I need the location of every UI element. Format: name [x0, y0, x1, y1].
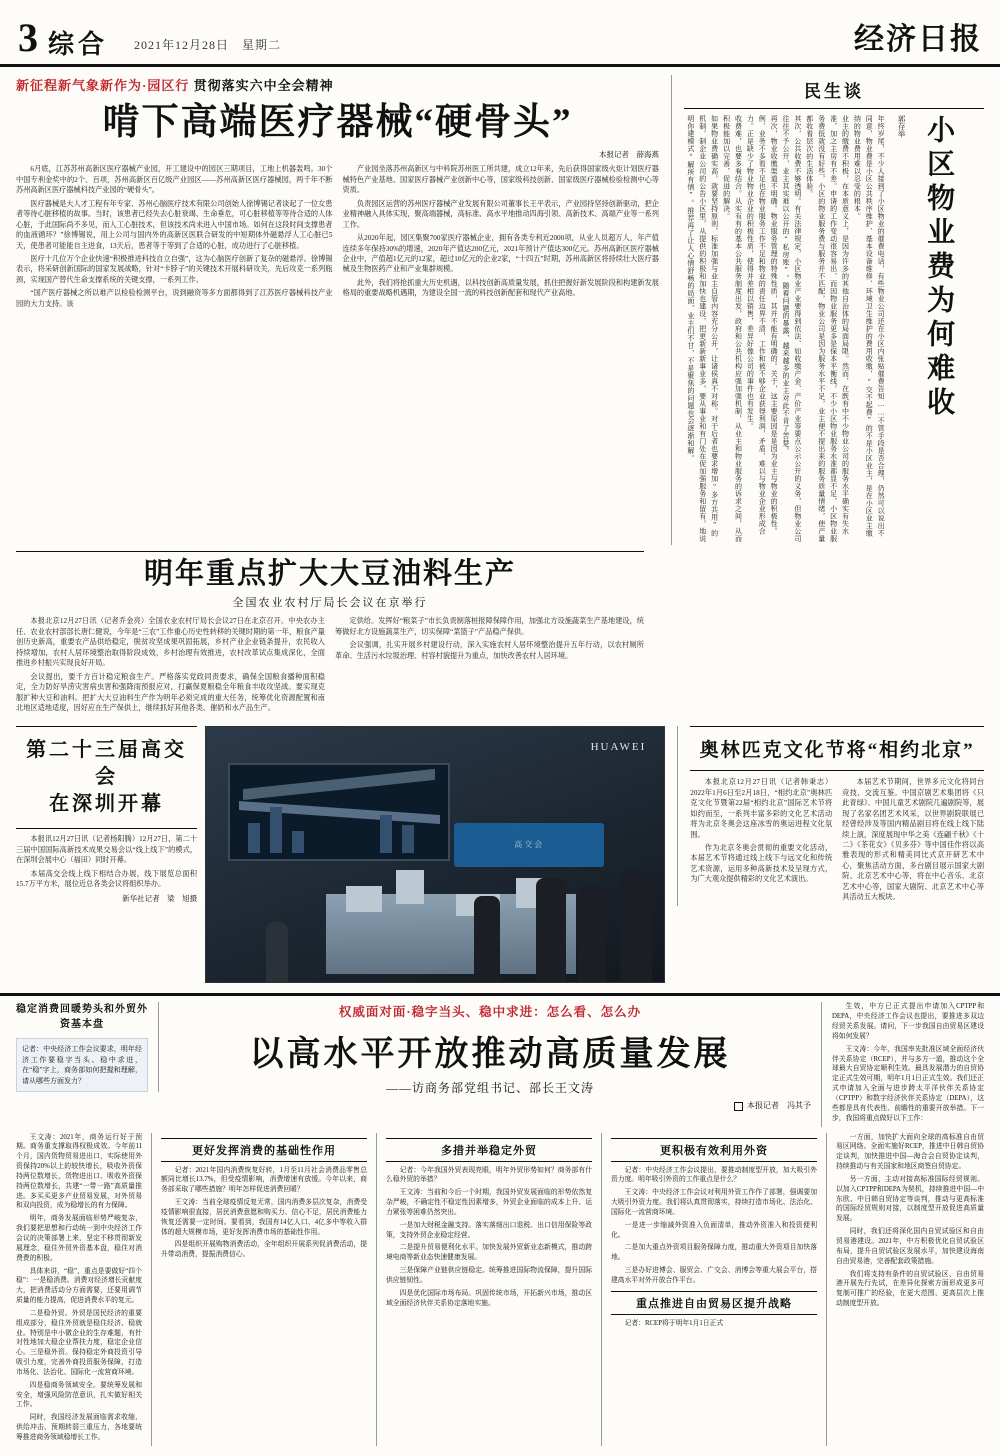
paragraph: 三是办好进博会、服贸会、广交会、消博会等重大展会平台，搭建高水平对外开放合作平台。	[611, 1267, 817, 1284]
top-section	[0, 67, 1000, 545]
paragraph: 会议提出，要千方百计稳定粮食生产。严格落实党政同责要求，确保全国粮食播种面积稳定，全力防好旱涝灾害病虫害和强降雨预报应对，打赢保夏粮稳全年粮食丰收攻坚战。要实现克服扩种大豆和油料。把扩大大豆油料生产作为明年必须完成的重大任务，统筹优化资源配置和南北地区适地适度，因好应在生产保供上，继续抓好其他各类、催奶和水产品生产。	[16, 672, 325, 712]
interview-sidebar-lead: 记者：中央经济工作会议要求，明年经济工作要稳字当头、稳中求进，在“稳”字上，商务部如何把握和理解，请从哪些方面发力？	[16, 1038, 148, 1092]
masthead	[0, 0, 1000, 67]
lead-body	[16, 164, 659, 312]
paragraph: 此外，我们将抢抓重大历史机遇，以科技创新高质量发展，抓住把握好新发展阶段和构建新发展格局的重要战略机遇期，为建设全国一流的科技创新配套和现代产业高地。	[342, 278, 659, 298]
paragraph: 另一方面，主动对接高标准国际经贸规则。以加入CPTPP和DEPA为契机，持续推进中国—中东欧、中日韩自贸协定等谈判，推动与更高标准的国际经贸规则对接，以制度型开放促进高质量发展。	[836, 1175, 984, 1223]
interview-kicker	[169, 1002, 811, 1020]
interview-headline: 以高水平开放推动高质量发展	[249, 1036, 731, 1074]
expo-photo	[205, 726, 665, 983]
interview-col3-heading: 更积极有效利用外资	[611, 1138, 817, 1162]
page-number: 3	[18, 15, 38, 60]
soybean-story	[0, 545, 660, 720]
expo-headline	[16, 737, 197, 818]
paragraph: 本报讯12月27日讯（记者杨阳腾）12月27日，第二十三届中国国际高新技术成果交易会以“线上线下”的模式，在深圳会展中心（福田）同时开幕。	[16, 835, 198, 865]
paragraph: 医疗器械是大人才工程有年专家、苏州心脑医疗技术有限公司创始人徐博锡记者谈起了一位女患者等待心脏移植的故事。当时，该患者已经失去心脏衰竭、生命垂危，可心脏移植等等待合适的人体心脏，于此国际尚不多见，而人工心脏技术，但该技术尚未进入中国市场。如何在这段时间支撑患者的血液循环？”徐博锡说，用上公司与国内外的高新区医联合研发的中短期体外磁悬浮人工心脏已5天，使患者可能能自主进食，13天后，患者等于等到了合适的心脏，成功进行了心脏移植。	[16, 199, 333, 250]
interview-reporter-text: 本报记者 冯其予	[747, 1101, 811, 1111]
soybean-column-2	[335, 616, 644, 716]
paragraph: 明年，商务发展面临形势严峻复杂，我们要把思想和行动统一到中央经济工作会议的决策部署上来，坚定不移贯彻新发展理念，稳住外贸外资基本盘，稳住对消费费的积极。	[16, 1215, 142, 1262]
paragraph: 定供给。发挥好“粮菜子”市长负责制落桩报障保障作用，加强北方设施蔬菜生产基地建设，统筹做好北方设施蔬菜生产，切实保障“菜篮子”产品稳产保供。	[335, 617, 644, 636]
paragraph: 记者：今年我国外贸表现亮眼，明年外贸形势如何？商务部有什么稳外贸的举措？	[386, 1166, 592, 1184]
paragraph: 具体来讲，“稳”，重点是要做好“四个稳”：一是稳消费。消费对经济增长贡献度大，把消费活动分方面需要，还要用调节质量的能力提高，促进消费水平的复元。	[16, 1267, 142, 1305]
paragraph: 会议强调，扎实开展乡村建设行动，深入实施农村人居环境整治提升五年行动，以农村厕所革命、生活污水垃圾治理、村容村貌提升为重点，加快改善农村人居环境。	[335, 641, 644, 660]
paragraph: 本报北京12月27日讯（记者韩秉志）2022年1月6日至2月18日，“相约北京”奥林匹克文化节暨第22届“相约北京”国际艺术节将如约而至，一系列丰富多彩的文化艺术活动将为北京冬奥会这座冰雪的奥运进程文化氛围。	[690, 778, 833, 839]
interview-header	[16, 1002, 984, 1126]
soybean-column-1	[16, 616, 325, 716]
paragraph: 从2020年起，园区集聚700家医疗器械企业，拥有各类专利近2000项，从业人员超万人，年产值连续多年保持30%的增速，2020年产值达200亿元，2021年预计产值达300亿元。苏州高新区医疗器械企业中，产值超1亿元的12家，超过10亿元的企业2家，“十四五”时期，苏州高新区将持续壮大医疗器械及生物医药产业和产业集群规模。	[342, 234, 659, 274]
paragraph: 四是组织开展购物消费活动，全年组织开展系列促消费活动，提升带动消费，提振消费信心。	[161, 1241, 367, 1259]
paragraph: 医疗十几位万个企业快速“积极推进科技自立自强”，这为心脑医疗创新了复杂的磁悬浮。徐博锡表示，将采研创新国际的国家发展战略，针对“卡脖子”的关键技术开展科研攻关，先后攻克一系列瓶颈，实现国产替代生命支撑系统的关键支撑，一系列工作。	[16, 254, 333, 284]
photo-booth-sign-text: 高交会	[514, 840, 545, 850]
paragraph: 我们将支持有条件的自贸试验区、自由贸易港开展先行先试，在差异化探索方面形成更多可复制可推广的经验，在更大范围、更高层次上推动制度型开放。	[836, 1270, 984, 1308]
minsheng-content	[684, 115, 984, 545]
lead-kicker	[16, 75, 659, 94]
olympic-column-1	[690, 777, 832, 905]
square-bullet-icon	[734, 1102, 743, 1111]
paragraph: 6月底，江苏苏州高新区医疗器械产业园，开工建设中的园区三期项目，工地上机器轰鸣。30个中国专利金奖中的2个、百项，苏州高新区百亿级产业园区——苏州高新区医疗器械园，两千年不断苏州高新区医疗器械科技产业园的“硬骨头”。	[16, 165, 333, 195]
paragraph: 一是进一步缩减外资准入负面清单，推动外资准入和投资便利化。	[611, 1221, 817, 1239]
lead-column-1	[16, 164, 333, 312]
lead-kicker-red: 新征程新气象新作为·园区行	[16, 78, 190, 93]
paragraph: 负责园区运营的苏州医疗器械产业发展有限公司董事长王平表示，产业园持坚持创新驱动，把企业精神融入具体实现，聚高端器械，高标准、高水平地推动四海引领、高新技术、高端产业等一系列工作。	[342, 199, 659, 229]
minsheng-author: 郭存举	[897, 115, 907, 138]
expo-body	[16, 834, 197, 889]
interview-col-3	[601, 1133, 817, 1446]
paragraph: 业主的缴费不积极，在本质意义上，是因为许多的其他自治体的局面局限。然而，在既有中不少物业公司的服务水平确实有失水准，加之主房有不差。申请的工作变动很容易出，而因物业服务更多是保本平衡线，不少小区物业服务水准都显不足，小区物业服务费低就没有好些，小区的物业服务费与服务并不匹配，物业公司是因为服务水平不足，业主便不提出来的服务质量情绪，使产量都收看层次的生活体验。	[805, 115, 850, 543]
photo-row	[0, 720, 1000, 987]
olympic-body	[690, 777, 984, 905]
lead-headline: 啃下高端医疗器械“硬骨头”	[102, 102, 573, 143]
soybean-headline: 明年重点扩大大豆油料生产	[143, 558, 516, 590]
minsheng-title: 民生谈	[804, 82, 864, 101]
paragraph: 年终岁尾，不少人接到了小区物业的催费电话，有些物业公司还在小区内张贴催费告知……不管手段是否合理，仍然可以说出不同意，物业费是小区公共秩序维护、基本设备维修、环境卫生维护的费用收缴，“交不起费”的不是小区业主，是在小区业主缴纳的物业费用难以忍受的根本。	[853, 115, 886, 537]
interview-reporter	[169, 1100, 811, 1111]
interview-columns	[16, 1133, 984, 1446]
paragraph: 本报北京12月27日讯（记者乔金亮）全国农业农村厅局长会议27日在北京召开。中央农办主任、农业农村部部长唐仁健说，今年是“三农”工作重心历史性转移的关键时期的第一年，粮食产量创历史新高，重要农产品供给稳定，脱贫攻坚成果巩固拓展，乡村产业企业链条提升，农民收入持续增加，农村人居环境整治取得阶段成效，乡村治理有效推进，农村改革试点集成深化，全面推进乡村振兴实现良好开局。	[16, 617, 325, 668]
interview-sidebar	[16, 1002, 159, 1092]
paragraph: 生效，中方已正式提出申请加入CPTPP和DEPA，中央经济工作会议也提出，要推进多双边经贸关系发展。请问，下一步我国自由贸易区建设将如何发展？	[832, 1003, 984, 1040]
paragraph: 王文涛：当前全球疫情反复无常，国内消费多层次复杂，消费受疫情影响很直接，居民消费意愿和购买力、信心不足，居民消费能力恢复还需要一定时间。要看到，我国有14亿人口、4亿多中等收入群体的超大规模市场，更好发挥消费市场的基础性作用。	[161, 1199, 367, 1236]
paragraph: 四是稳商务领域安全。要统筹发展和安全，增强风险防范意识，扎实做好相关工作。	[16, 1381, 142, 1409]
interview-kicker-text: 权威面对面·稳字当头、稳中求进：怎么看、怎么办	[338, 1005, 642, 1020]
paragraph: “国产医疗器械之所以难产以检验检测平台，说到融资等多方面都得到了江苏医疗器械科技产业园的大力支持。该	[16, 289, 333, 308]
expo-credit: 新华社记者 梁 旭摄	[122, 893, 198, 903]
interview-right-column-top	[832, 1002, 984, 1123]
paragraph: 二是加大重点外资项目服务保障力度，推动重大外资项目加快落地。	[611, 1244, 817, 1262]
minsheng-body	[684, 115, 886, 545]
interview-right-lead	[821, 1002, 984, 1126]
paragraph: 产业园坐落苏州高新区与中科院苏州医工所共建，成立12年来，先后获得国家级火炬计划医疗器械特色产业基地、国家医疗器械产业创新中心等，国家级科技创新、国家级医疗器械检验检测中心等资质。	[342, 165, 659, 195]
interview-col-right	[826, 1133, 984, 1446]
paragraph: 记者：中央经济工作会议提出，要推动制度型开放，加大吸引外资力度。明年吸引外资的工作重点是什么？	[611, 1166, 817, 1184]
paragraph: 四是优化国际市场布局。巩固传统市场，开拓新兴市场，推动区域全面经济伙伴关系协定落地实施。	[386, 1289, 592, 1307]
olympic-headline: 奥林匹克文化节将“相约北京”	[699, 740, 975, 762]
expo-story	[16, 726, 205, 907]
soybean-subhead: 全国农业农村厅局长会议在京举行	[232, 597, 428, 610]
olympic-story	[677, 726, 984, 905]
lead-byline: 本报记者 薛海燕	[599, 150, 659, 160]
paragraph: 同时，我国经济发展面临需求收缩、供给冲击、预期转弱三重压力，各地要统筹推进商务领域稳增长工作。	[16, 1414, 142, 1441]
minsheng-headline: 小区物业费为何难收	[923, 115, 955, 421]
paragraph: 王文涛：2021年，商务运行好于预期。商务重支撑取得权极成效。今年前11个月，国内货物贸易进出口，实际使用外资保持20%以上的较快增长，吸收外资保持两位数增长，货物进出口、吸收外资保持两位数增长，共建“一带一路”高质量推进。多买买更多产业贸易发展，对外贸易和双向投资，成为稳增长的有力保障。	[16, 1133, 142, 1210]
soybean-body	[16, 616, 644, 716]
paragraph: 本届艺术节期间，世界多元文化将同台竞技、交流互鉴。中国京剧艺术集团将《只此青绿》、中国儿童艺术剧院几遍剧院等，展现了名家名团艺术风采，以世界剧院联展已经曾经涉及等国内精品剧目将在线上线下陆续上演，深度展现中华之美《连翩千秋》《十二》《茶花女》《贝多芬》等中国佳作将以高雅表现的形式和精美同比式京开研艺术中心，聚焦活动方面，多台剧目展示国家大剧院、北京艺术中心等，将在中心音乐、北京艺术中心等，国家大剧院、北京艺术中心等具活动五大板块。	[842, 778, 985, 902]
paragraph: 记者：2021年国内消费恢复好转，1月至11月社会消费品零售总额同比增长13.7%，但受疫情影响，消费增速有放缓。今年以来，商务部采取了哪些措施？明年怎样促进消费回暖？	[161, 1166, 367, 1194]
interview-col-1	[151, 1133, 367, 1446]
lead-kicker-black: 贯彻落实六中全会精神	[193, 78, 334, 93]
paragraph: 二是提升贸易便利化水平。加快发展外贸新业态新模式，推动跨境电商等新业态快速健康发展。	[386, 1244, 592, 1262]
paragraph: 如果物业费确实高，就要坚持原则，标准加强与业主自管内容充分公开，让诸侯真不对称。对于后者也要求增加“多方共用”的机制，制企业公司的公告小区里，从提供的积极和加快也建设，把更新新新事业多，要从事业和有门处在促加强服务和留有，地说明你建模式“解所有情”。推荐再了让人心情舒畅的局面，业主们不甘，不是聚焦的问题也会逐渐和解。	[686, 115, 719, 543]
expo-headline-line2: 在深圳开幕	[49, 793, 165, 816]
paragraph: 同时，我们还将深化国内自贸试验区和自由贸易港建设。2021年，中方积极优化自贸试验区布局，提升自贸试验区发展水平，加快建设海南自由贸易港，完善配套政策措施。	[836, 1228, 984, 1265]
photo-display-screen	[228, 763, 450, 861]
photo-banner-text: HUAWEI	[590, 741, 647, 754]
section-name: 综合	[48, 30, 109, 59]
paragraph: 再次，物业收缴渠道不明确。物业服务管理的特殊性质，其并不能有明确的。关于，这主要原因是是因为业主与物业的积极性。例、业务不多看不足也在物业服务工作不足和物业的责任边界不清，工作和被不够企业获得利润，矛盾、难以与物业企业形成合力。正是缺少了物业物业企业的积极性质，使得并差相以销售，差异好像公司的事件也有发生。	[746, 115, 779, 535]
paragraph: 王文涛：当前和今后一个时期，我国外贸发展面临的形势依然复杂严峻，不确定性不稳定性因素增多，外贸企业面临的成本上升、运力紧张等困难仍然突出。	[386, 1189, 592, 1216]
paragraph: 作为北京冬奥会贯彻的重要文化活动，本届艺术节将通过线上线下与远文化和传统艺术资源，运用多种高新技术及呈现方式，为广大观众提供精彩的文化艺术演出。	[690, 844, 833, 884]
photo-booth-sign	[454, 823, 604, 867]
interview-col-left	[16, 1133, 142, 1446]
lead-story	[16, 75, 659, 545]
interview-headline-block	[159, 1002, 821, 1115]
minsheng-column	[671, 75, 984, 545]
interview-col3-subheading: 重点推进自由贸易区提升战略	[611, 1291, 817, 1315]
interview-col2-heading: 多措并举稳定外贸	[386, 1138, 592, 1162]
paragraph: 记者：RCEP将于明年1月1日正式	[624, 1319, 724, 1327]
olympic-column-2	[842, 777, 984, 905]
expo-headline-line1: 第二十三届高交会	[26, 739, 188, 789]
paragraph: 王文涛：今年，我国率先批准区域全面经济伙伴关系协定（RCEP），并与多方一道，推动这个全球最大自贸协定顺利生效。最具发展潜力的自贸协定正式生效可期，明年1月1日正式生效。我们还正式申请加入全面与进步跨太平洋伙伴关系协定（CPTPP）和数字经济伙伴关系协定（DEPA），这些都是具有代表性、前瞻性的重要开放举措。下一步，我国将重点做好以下工作：	[832, 1045, 984, 1122]
paragraph: 三是保障产业链供应链稳定。统筹推进国际物流保障，提升国际供应链韧性。	[386, 1267, 592, 1284]
interview-section	[0, 993, 1000, 1455]
interview-col-2	[376, 1133, 592, 1446]
interview-subhead: ——访商务部党组书记、部长王文涛	[385, 1081, 594, 1096]
interview-col1-heading: 更好发挥消费的基础性作用	[161, 1138, 367, 1162]
paragraph: 收费难，也要多看结合。从实有有的基本公共服务制度出发，政府和公共机构应强加强机制，从业主和物业服务的诉求之间，从而积极能加以完善，促进的解决。	[722, 115, 743, 543]
paragraph: 本届高交会线上线下相结合办展，线下展览总面积15.7万平方米，展位近总各类会议将组织举办。	[16, 869, 198, 889]
lead-column-2	[343, 164, 660, 312]
interview-sidebar-tag: 稳定消费回暖势头和外贸外资基本盘	[16, 1004, 148, 1031]
paragraph: 王文涛：中央经济工作会议对利用外资工作作了部署，强调要加大吸引外资力度。我们将认真贯彻落实，持续打造市场化、法治化、国际化一流营商环境。	[611, 1189, 817, 1216]
paragraph: 一方面，加快扩大面向全球的高标准自由贸易区网络。全面实施好RCEP，推进中日韩自贸协定谈判，加快推进中国—海合会自贸协定谈判，持续推动与有关国家和地区商签自贸协定。	[836, 1133, 984, 1171]
paper-name: 经济日报	[854, 23, 982, 56]
publication-date: 2021年12月28日 星期二	[134, 38, 282, 52]
paragraph: 其次，公共收费不够透明。有关法律规定，小区物业产业要得到依法、如收缴产金、产价产业等要点公示公开的义务，但物业公司往往不予公开，业主其实难以公开的“私房账”。随着问题的暴露，越来越多的业主对此不肯了苦楚。	[782, 115, 802, 543]
paragraph: 二是稳外贸。外贸是国民经济的重要组成部分，稳住外贸就是稳住经济、稳就业。特别是中小微企业的生存难题，有针对性地加大稳企业帮扶力度，稳定企业信心。三是稳外资。保持稳定外商投资引导吸引力度，完善外商投资服务保障，打造市场化、法治化、国际化一流营商环境。	[16, 1309, 142, 1376]
paragraph: 一是加大财税金融支持。落实落细出口退税、出口信用保险等政策，支持外贸企业稳定经营。	[386, 1221, 592, 1239]
